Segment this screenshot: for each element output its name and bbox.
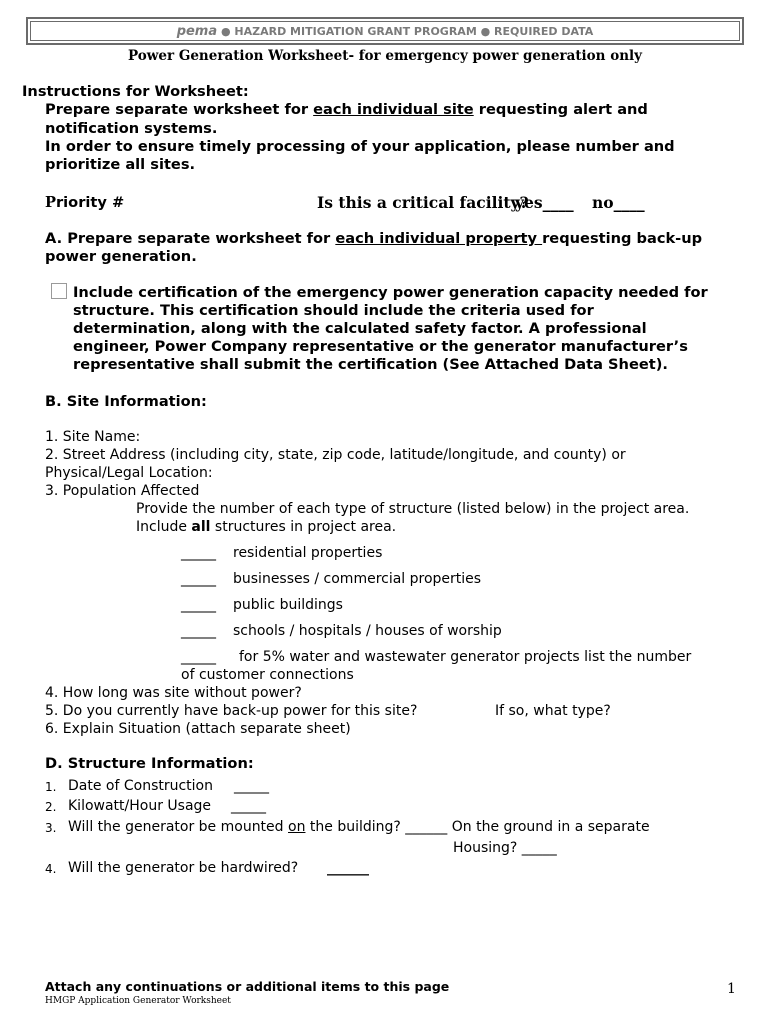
generator-mounting-question[interactable]	[68, 818, 650, 836]
header-banner-inner	[30, 21, 740, 41]
footer-attach-note: Attach any continuations or additional items to this page	[45, 979, 450, 994]
priority-label	[45, 194, 124, 212]
program-name: HAZARD MITIGATION GRANT PROGRAM	[234, 25, 477, 38]
population-affected-label: 3. Population Affected	[45, 483, 200, 499]
mounting-text: Will the generator be mounted	[68, 819, 289, 835]
instructions-title: Instructions for Worksheet:	[22, 83, 249, 100]
critical-yes-field[interactable]: yes____	[515, 193, 574, 212]
certification-line: representative shall submit the certification (See Attached Data Sheet).	[73, 356, 668, 373]
hardwired-field[interactable]: ______	[327, 860, 369, 876]
section-a-line-1	[45, 230, 702, 248]
mounting-emphasis: on	[288, 819, 306, 835]
hardwired-question: Will the generator be hardwired?	[68, 860, 299, 876]
header-banner	[26, 17, 744, 45]
structure-type-label: schools / hospitals / houses of worship	[233, 623, 502, 639]
power-outage-duration-field[interactable]: 4. How long was site without power?	[45, 685, 302, 701]
section-a-line-2: power generation.	[45, 248, 197, 265]
water-projects-label: for 5% water and wastewater generator projects list the number	[239, 649, 692, 665]
instructions-line-4: prioritize all sites.	[45, 156, 196, 173]
explain-situation-field[interactable]: 6. Explain Situation (attach separate sheet)	[45, 721, 351, 737]
footer-document-name: HMGP Application Generator Worksheet	[45, 996, 231, 1006]
structure-count-field[interactable]: _____	[181, 623, 216, 639]
list-number: 1.	[45, 780, 57, 794]
bullet-icon: ●	[480, 25, 495, 38]
bullet-icon: ●	[220, 25, 235, 38]
instructions-line-2: notification systems.	[45, 120, 218, 137]
brand-logo: pema	[176, 24, 218, 39]
structure-type-label: businesses / commercial properties	[233, 571, 482, 587]
priority-initial: P	[45, 194, 56, 211]
section-name: REQUIRED DATA	[494, 25, 594, 38]
section-a-text: requesting back-up	[542, 230, 703, 247]
include-text: Include	[136, 519, 192, 535]
mounting-text: the building? ______ On the ground in a separate	[305, 819, 650, 835]
include-emphasis: all	[191, 519, 211, 535]
page-number: 1	[727, 981, 736, 997]
instructions-text: requesting alert and	[473, 101, 648, 118]
include-text: structures in project area.	[210, 519, 397, 535]
critical-no-field[interactable]: no____	[592, 193, 645, 212]
structure-instructions: Provide the number of each type of structure (listed below) in the project area.	[136, 501, 690, 517]
structure-count-field[interactable]: _____	[181, 597, 216, 613]
certification-line: determination, along with the calculated safety factor. A professional	[73, 320, 647, 337]
instructions-emphasis: each individual site	[313, 101, 474, 118]
street-address-field[interactable]: 2. Street Address (including city, state, zip code, latitude/longitude, and county) or	[45, 447, 626, 463]
section-b-title: B. Site Information:	[45, 393, 207, 410]
customer-connections-field[interactable]: _____	[181, 649, 216, 665]
list-number: 2.	[45, 800, 57, 814]
list-number: 4.	[45, 862, 57, 876]
section-a-emphasis: each individual property	[335, 230, 543, 247]
certification-line: structure. This certification should include the criteria used for	[73, 302, 594, 319]
critical-facility-question: Is this a critical facility?	[317, 193, 529, 212]
structure-type-label: residential properties	[233, 545, 383, 561]
structure-include-line	[136, 518, 396, 536]
physical-location-label: Physical/Legal Location:	[45, 465, 213, 481]
site-name-field[interactable]: 1. Site Name:	[45, 429, 141, 445]
section-a-text: A. Prepare separate worksheet for	[45, 230, 336, 247]
water-projects-label-cont: of customer connections	[181, 667, 354, 683]
list-number: 3.	[45, 821, 57, 835]
instructions-line-3: In order to ensure timely processing of your application, please number and	[45, 138, 675, 155]
structure-count-field[interactable]: _____	[181, 571, 216, 587]
certification-line: engineer, Power Company representative or the generator manufacturer’s	[73, 338, 688, 355]
certification-checkbox[interactable]	[51, 283, 67, 299]
instructions-line-1	[45, 101, 648, 119]
priority-text: riority #	[55, 194, 125, 211]
separate-housing-field[interactable]: Housing? _____	[453, 840, 557, 856]
page-subtitle: Power Generation Worksheet- for emergency power generation only	[128, 48, 642, 64]
instructions-text: Prepare separate worksheet for	[45, 101, 314, 118]
date-of-construction-field[interactable]: _____	[234, 778, 269, 794]
kilowatt-usage-label: Kilowatt/Hour Usage	[68, 798, 212, 814]
kilowatt-usage-field[interactable]: _____	[231, 798, 266, 814]
backup-type-field[interactable]: If so, what type?	[495, 703, 611, 719]
structure-count-field[interactable]: _____	[181, 545, 216, 561]
certification-line: Include certification of the emergency power generation capacity needed for	[73, 284, 708, 301]
backup-power-field[interactable]: 5. Do you currently have back-up power for this site?	[45, 703, 418, 719]
date-of-construction-label: Date of Construction	[68, 778, 213, 794]
section-d-title: D. Structure Information:	[45, 755, 254, 772]
structure-type-label: public buildings	[233, 597, 343, 613]
